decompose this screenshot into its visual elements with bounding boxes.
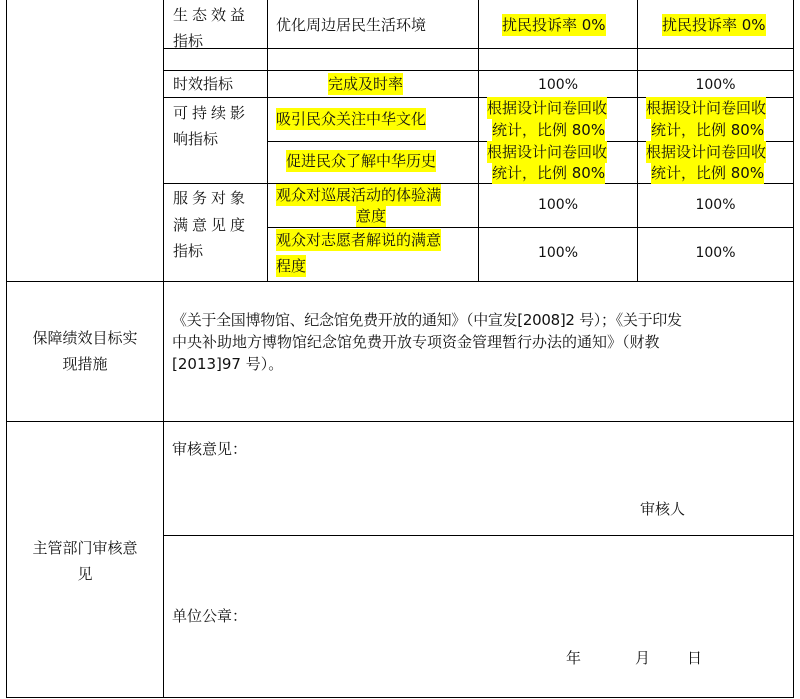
row-line-satisf-mid bbox=[267, 227, 794, 228]
satisf-row2-value-col2: 100% bbox=[695, 245, 736, 261]
satisf-row1-value-col1: 100% bbox=[537, 197, 579, 213]
satisf-row2-content-line2: 程度 bbox=[276, 257, 307, 275]
eco-indicator-content: 优化周边居民生活环境 bbox=[276, 16, 427, 34]
sustain-indicator-label-line2: 响指标 bbox=[173, 130, 219, 148]
sustain-row2-value-col2-line1: 根据设计问卷回收 bbox=[646, 143, 767, 161]
section-line-review-top bbox=[6, 421, 794, 422]
sustain-row2-value-col1-line1: 根据设计问卷回收 bbox=[487, 143, 608, 161]
sustain-row1-value-col1-line2: 统计，比例 80% bbox=[492, 121, 606, 139]
eco-indicator-label-line1: 生态效益 bbox=[173, 6, 250, 24]
satisf-row1-value-col2: 100% bbox=[695, 197, 736, 213]
sustain-row1-value-col2-line1: 根据设计问卷回收 bbox=[646, 99, 767, 117]
satisf-row1-content-line2: 意度 bbox=[356, 207, 387, 225]
sustain-row2-content: 促进民众了解中华历史 bbox=[286, 152, 437, 170]
satisf-row1-content-line1: 观众对巡展活动的体验满 bbox=[276, 186, 442, 204]
row-line-review-mid bbox=[163, 535, 794, 536]
measures-label-line1: 保障绩效目标实 bbox=[32, 329, 138, 347]
measures-text-line2: 中央补助地方博物馆纪念馆免费开放专项资金管理暂行办法的通知》（财教 bbox=[172, 333, 660, 351]
table-border-bottom bbox=[6, 697, 794, 698]
date-year-label: 年 bbox=[566, 649, 582, 667]
eco-indicator-value-col2: 扰民投诉率 0% bbox=[662, 16, 766, 34]
eco-indicator-value-col1: 扰民投诉率 0% bbox=[502, 16, 606, 34]
satisf-indicator-label-line3: 指标 bbox=[173, 242, 204, 260]
time-indicator-content: 完成及时率 bbox=[328, 75, 404, 93]
label-column-divider bbox=[163, 0, 164, 698]
seal-label: 单位公章： bbox=[172, 607, 248, 625]
row-line-eco-bottom bbox=[163, 70, 794, 71]
sustain-row1-value-col1-line1: 根据设计问卷回收 bbox=[487, 99, 608, 117]
table-border-left bbox=[6, 0, 7, 698]
reviewer-label: 审核人 bbox=[640, 500, 686, 518]
measures-label-line2: 现措施 bbox=[62, 355, 108, 373]
eco-indicator-label-line2: 指标 bbox=[173, 32, 204, 50]
satisf-row2-content-line1: 观众对志愿者解说的满意 bbox=[276, 231, 442, 249]
satisf-row2-value-col1: 100% bbox=[537, 245, 579, 261]
date-month-label: 月 bbox=[635, 649, 651, 667]
date-day-label: 日 bbox=[687, 649, 703, 667]
measures-text-line1: 《关于全国博物馆、纪念馆免费开放的通知》（中宣发[2008]2 号）；《关于印发 bbox=[172, 311, 682, 329]
time-indicator-value-col2: 100% bbox=[695, 77, 736, 93]
sustain-row1-value-col2-line2: 统计，比例 80% bbox=[651, 121, 765, 139]
row-line-eco-mid bbox=[163, 48, 794, 49]
measures-text-line3: [2013]97 号）。 bbox=[172, 355, 284, 373]
satisf-indicator-label-line1: 服务对象 bbox=[173, 189, 250, 207]
section-line-measures-top bbox=[6, 281, 794, 282]
review-opinion-label: 审核意见： bbox=[172, 440, 248, 458]
time-indicator-value-col1: 100% bbox=[537, 77, 579, 93]
review-label-line1: 主管部门审核意 bbox=[32, 539, 138, 557]
table-border-right bbox=[793, 0, 794, 698]
sustain-row2-value-col1-line2: 统计，比例 80% bbox=[492, 164, 606, 182]
sustain-row2-value-col2-line2: 统计，比例 80% bbox=[651, 164, 765, 182]
sustain-indicator-label-line1: 可持续影 bbox=[173, 104, 250, 122]
review-label-line2: 见 bbox=[77, 565, 93, 583]
satisf-indicator-label-line2: 满意见度 bbox=[173, 216, 250, 234]
sustain-row1-content: 吸引民众关注中华文化 bbox=[276, 110, 427, 128]
time-indicator-label: 时效指标 bbox=[173, 75, 234, 93]
